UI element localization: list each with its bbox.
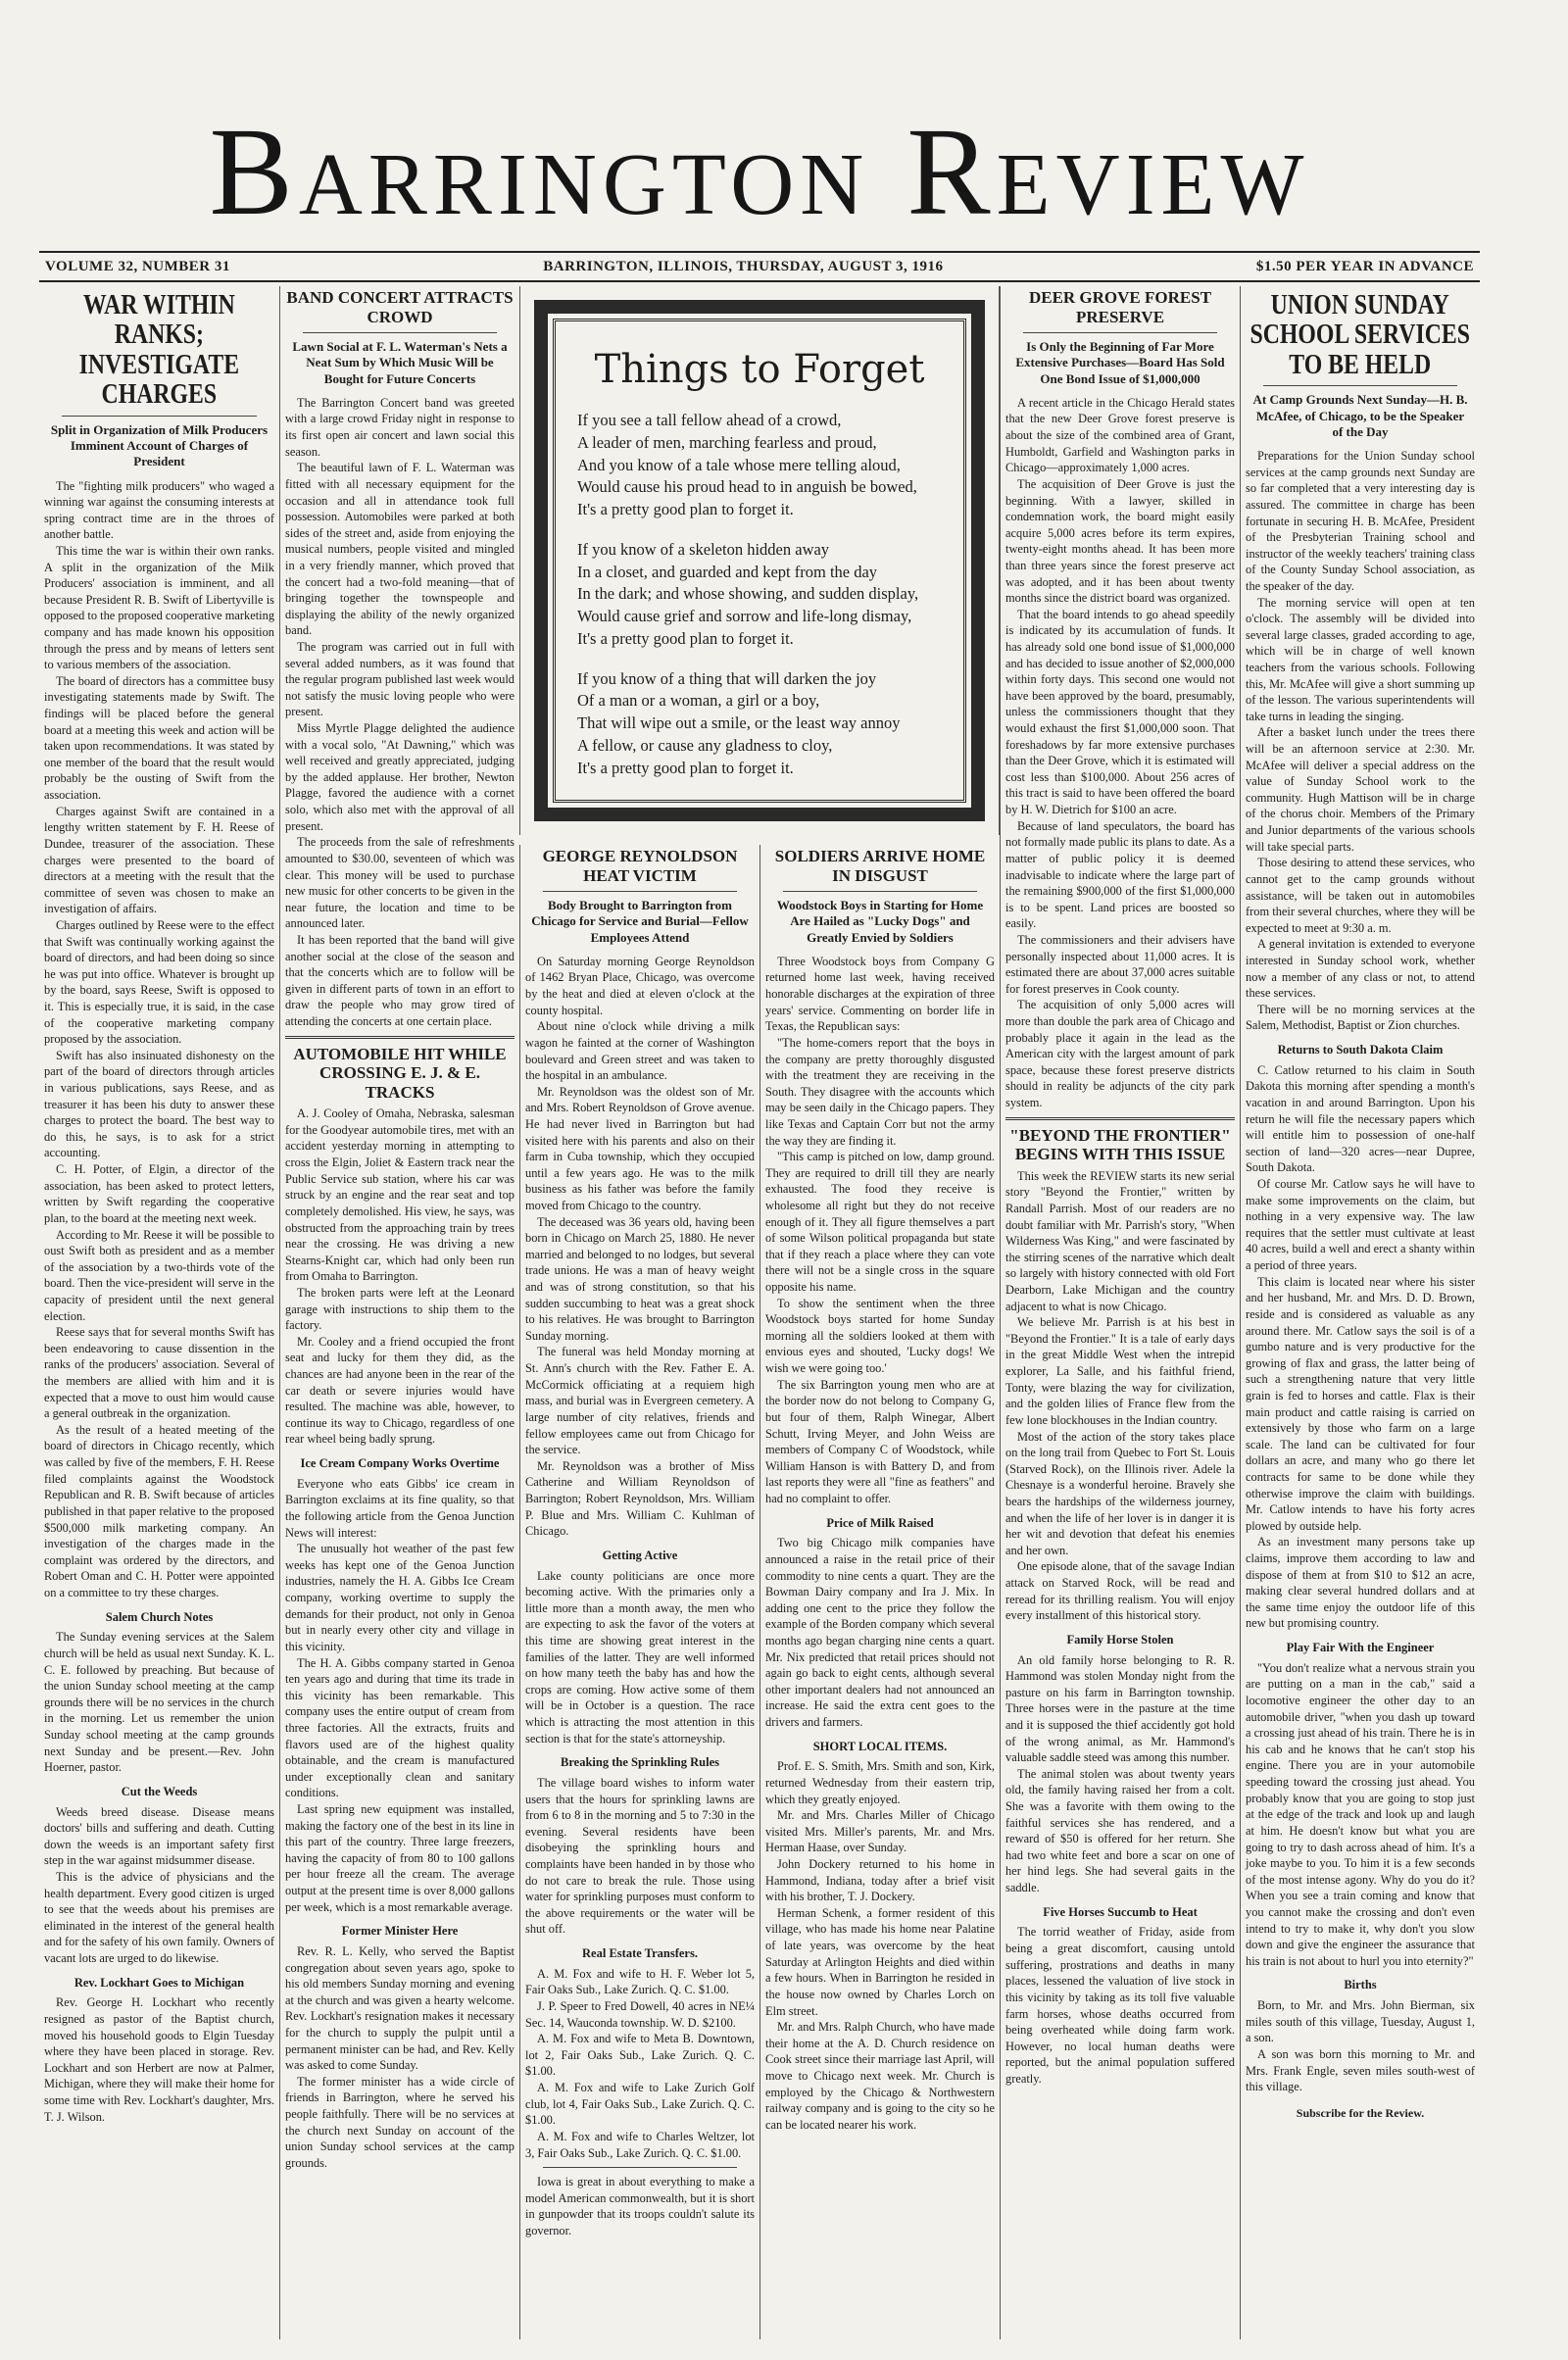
poem-border-frame (534, 300, 985, 821)
paragraph: Reese says that for several months Swift has been endeavoring to cause dissention in the ranks of the producers' association. Several of the members are allied with him and it is expected that a move to oust him would cause a general outbreak in the organization. (44, 1325, 274, 1421)
article-body-lockhart (44, 1994, 274, 2125)
poem-line: Would cause his proud head to in anguish be bowed, (577, 477, 917, 497)
article-body-deergrove (1005, 395, 1235, 1111)
paragraph: An old family horse belonging to R. R. Hammond was stolen Monday night from the pasture on his farm in Barrington township. Three horses were in the pasture at the time and it is supposed the thief accidently got hold of the wrong animal, as Mr. Hammond's valuable saddle steed was among this number. (1005, 1652, 1235, 1765)
masthead (39, 98, 1480, 245)
paragraph: A. M. Fox and wife to H. F. Weber lot 5, Fair Oaks Sub., Lake Zurich. Q. C. $1.00. (525, 1966, 755, 1997)
article-body-soldiers (765, 954, 995, 1507)
paragraph: The animal stolen was about twenty years old, the family having raised her from a colt. She was a favorite with them owing to the faithful services she has rendered, and a reward of $50 is offered for her return. She had two white feet and bore a scar on one of her hind legs. She had several gaits in the saddle. (1005, 1766, 1235, 1895)
headline-automobile-hit: AUTOMOBILE HIT WHILE CROSSING E. J. & E. TRACKS (293, 1044, 507, 1102)
poem-line: And you know of a tale whose mere telling aloud, (577, 455, 901, 474)
paragraph: Everyone who eats Gibbs' ice cream in Barrington exclaims at its fine quality, so that the following article from the Genoa Junction News will interest: (285, 1476, 514, 1540)
poem-line: Would cause grief and sorrow and life-long dismay, (577, 607, 912, 626)
poem-line: It's a pretty good plan to forget it. (577, 628, 794, 648)
article-body-reynoldson (525, 954, 755, 1540)
headline-engineer: Play Fair With the Engineer (1286, 1641, 1435, 1655)
dateline (39, 251, 1480, 282)
paragraph: The commissioners and their advisers have personally inspected about 11,000 acres. It is estimated there are about 37,000 acres suitable for forest preserves in Cook county. (1005, 932, 1235, 996)
paragraph: Mr. and Mrs. Charles Miller of Chicago visited Mrs. Miller's parents, Mr. and Mrs. Herman Haase, over Sunday. (765, 1808, 995, 1855)
paragraph: Mr. and Mrs. Ralph Church, who have made their home at the A. D. Church residence on Cook street since their marriage last April, will move to Chicago next week. Mr. Church is employed by the Chicago & Northwestern railway company and is going to the city so he can be located nearer his work. (765, 2020, 995, 2132)
paragraph: Mr. Reynoldson was the oldest son of Mr. and Mrs. Robert Reynoldson of Grove avenue. He had never lived in Barrington but had visited here with his parents and also on their farm in Cuba township, which they occupied until a few years ago. He was to the milk business as his father was before the family moved from Chicago to the country. (525, 1084, 755, 1212)
poem-box (519, 286, 1000, 835)
article-body-fivehorses (1005, 1924, 1235, 2087)
column-3 (519, 845, 760, 2339)
paragraph: The acquisition of Deer Grove is just the beginning. With a lawyer, skilled in condemnation work, the board might easily acquire 5,000 acres before its term expires, twenty-eight months ahead. It has been more than three years since the forest preserve act was adopted, and it has been about twenty months since the district board was organized. (1005, 476, 1235, 606)
poem-line: Of a man or a woman, a girl or a boy, (577, 691, 820, 711)
poem-stanzas (577, 410, 942, 779)
column-6 (1240, 286, 1480, 2339)
paragraph: Miss Myrtle Plagge delighted the audience with a vocal solo, "At Dawning," which was well received and greatly appreciated, judging by the added applause. Her brother, Newton Plagge, favored the audience with a cornet solo, which also met with the approval of all present. (285, 721, 514, 833)
paragraph: This week the REVIEW starts its new serial story "Beyond the Frontier," written by Randall Parrish. Most of our readers are no doubt familiar with Mr. Parrish's story, "When Wilderness Was King," and were fascinated by the stirring scenes of the narrative which dealt so largely with history connected with old Fort Dearborn, Lake Michigan and the country adjacent to what is now Chicago. (1005, 1168, 1235, 1313)
poem-stanza (577, 539, 942, 651)
headline-union-sunday-school: UNION SUNDAY SCHOOL SERVICES TO BE HELD (1250, 289, 1471, 380)
article-body-politics (525, 1568, 755, 1747)
poem-line: In the dark; and whose showing, and sudden display, (577, 584, 919, 604)
paragraph: Rev. George H. Lockhart who recently resigned as pastor of the Baptist church, moved his household goods to Elgin Tuesday where they have been placed in storage. Rev. Lockhart and son Herbert are now at Palmer, Michigan, where they will make their home for some time with Rev. Lockhart's daughter, Mrs. T. J. Wilson. (44, 1995, 274, 2124)
paragraph: There will be no morning services at the Salem, Methodist, Baptist or Zion churches. (1246, 1002, 1475, 1033)
article-body-milkprice (765, 1535, 995, 1730)
article-body-sprinkling (525, 1775, 755, 1938)
paragraph: Prof. E. S. Smith, Mrs. Smith and son, Kirk, returned Wednesday from their eastern trip, which they greatly enjoyed. (765, 1759, 995, 1806)
paragraph: This is the advice of physicians and the health department. Every good citizen is urged to see that the weeds about his premises are eliminated in the interest of the general health and for the safety of his own family. Owners of vacant lots are urged to do likewise. (44, 1869, 274, 1966)
volume-number: VOLUME 32, NUMBER 31 (45, 258, 230, 274)
article-body-auto (285, 1106, 514, 1448)
paragraph: The torrid weather of Friday, aside from being a great discomfort, causing untold suffering, prostrations and deaths in many places, lessened the valuation of live stock in this vicinity by taking as its toll five valuable farm horses, whose deaths occurred from being overheated while doing farm work. However, no local human deaths were reported, but the animal population suffered greatly. (1005, 1925, 1235, 2086)
headline-deer-grove: DEER GROVE FOREST PRESERVE (1028, 288, 1212, 326)
headline-beyond-frontier: "BEYOND THE FRONTIER" BEGINS WITH THIS ISSUE (1009, 1125, 1231, 1164)
headline-family-horse: Family Horse Stolen (1066, 1632, 1174, 1647)
paragraph: We believe Mr. Parrish is at his best in "Beyond the Frontier." It is a tale of early days in the great Middle West when the intrepid explorer, La Salle, and his faithful friend, Tonty, were blazing the way for civilization, and the golden lilies of France flew from the few lone blockhouses in the Indian country. (1005, 1315, 1235, 1427)
article-body-frontier (1005, 1168, 1235, 1624)
paragraph: C. H. Potter, of Elgin, a director of the association, has been asked to protect letters, written by Swift regarding the cooperative plan, to the board at the meeting next week. (44, 1162, 274, 1225)
article-body-realestate (525, 1966, 755, 2161)
article-body-icecream (285, 1476, 514, 1915)
headline-salem-church: Salem Church Notes (105, 1609, 214, 1624)
paragraph: "The home-comers report that the boys in the company are pretty thoroughly disgusted with the treatment they are receiving in the South. They disagree with the accounts which may be seen daily in the Chicago papers. They like Texas and Captain Corr but not the army the way they are finding it. (765, 1035, 995, 1148)
article-body-dakota (1246, 1062, 1475, 1632)
poem-line: That will wipe out a smile, or the least way annoy (577, 713, 901, 733)
paragraph: The acquisition of only 5,000 acres will more than double the park area of Chicago and probably place it again in the lead as the American city with the largest amount of park space, because these forest preserve districts should in reality be adjuncts of the city park system. (1005, 998, 1235, 1110)
subscribe-notice: Subscribe for the Review. (1296, 2105, 1425, 2120)
paragraph: Two big Chicago milk companies have announced a raise in the retail price of their commodity to nine cents a quart. They are the Bowman Dairy company and Ira J. Mix. In adding one cent to the price they follow the example of the Borden company which several months ago began charging nine cents a quart. Mr. Nix predicted that retail prices should not again go back to eight cents, although several other important dealers had not announced an increase. He said the extra cent goes to the drivers and farmers. (765, 1536, 995, 1730)
headline-former-minister: Former Minister Here (341, 1924, 459, 1939)
paragraph: Charges against Swift are contained in a lengthy written statement by F. H. Reese of Dundee, treasurer of the association. These charges were presented to the board of directors at a meeting with the result that the committee of seven was chosen to make an investigation of affairs. (44, 804, 274, 916)
paragraph: Swift has also insinuated dishonesty on the part of the board of directors through articles in various publications, says Reese, and as treasurer it has been his duty to answer these charges to protect the board. The best way to do this, he says, is to ask for a strict accounting. (44, 1048, 274, 1160)
poem-line: It's a pretty good plan to forget it. (577, 758, 794, 777)
article-body-iowa (525, 2174, 755, 2238)
article-body-short (765, 1758, 995, 2133)
column-2 (279, 286, 519, 2339)
paragraph: Herman Schenk, a former resident of this village, who has made his home near Palatine of late years, was overcome by the heat Saturday at Arlington Heights and died within a few hours. When in Barrington he resided in the house now owned by Charles Lorch on Elm street. (765, 1905, 995, 2018)
headline-lockhart: Rev. Lockhart Goes to Michigan (74, 1975, 245, 1990)
paragraph: The funeral was held Monday morning at St. Ann's church with the Rev. Father E. A. McCormick officiating at a requiem high mass, and burial was in Evergreen cemetery. A large number of city relatives, friends and fellow employees came out from Chicago for the service. (525, 1345, 755, 1457)
place-date: BARRINGTON, ILLINOIS, THURSDAY, AUGUST 3, 1916 (543, 258, 944, 274)
paragraph: The proceeds from the sale of refreshments amounted to $30.00, seventeen of which was clear. This money will be used to purchase new music for other concerts to be given in the near future, the location and time to be announced later. (285, 835, 514, 931)
headline-getting-active: Getting Active (602, 1548, 678, 1562)
paragraph: Of course Mr. Catlow says he will have to make some improvements on the claim, but nothing in a very expensive way. The law requires that the settler must cultivate at least 40 acres, build a well and erect a shanty within a period of three years. (1246, 1177, 1475, 1273)
subhead-reynoldson: Body Brought to Barrington from Chicago for Service and Burial—Fellow Employees Attend (531, 898, 749, 945)
paragraph: That the board intends to go ahead speedily is indicated by its accumulation of funds. It has already sold one bond issue of $1,000,000 and has decided to issue another of $2,000,000 within forty days. This second one would not have been approved by the board, presumably, unless the commissioners thought that they would exhaust the first $1,000,000 soon. That foreshadows by far more extensive purchases than the Deer Grove, which it is estimated will cost less than $100,000. About 256 acres of this tract is said to have been offered the board by H. W. Dietrich for $100 an acre. (1005, 607, 1235, 817)
paragraph: J. P. Speer to Fred Dowell, 40 acres in NE¼ Sec. 14, Wauconda township. W. D. $2100. (525, 1999, 755, 2030)
paragraph: The unusually hot weather of the past few weeks has kept one of the Genoa Junction industries, namely the H. A. Gibbs Ice Cream company, working overtime to supply the demands for their product, not only in Genoa but in nearly every other city and village in this vicinity. (285, 1542, 514, 1653)
headline-south-dakota: Returns to South Dakota Claim (1277, 1043, 1444, 1057)
paragraph: C. Catlow returned to his claim in South Dakota this morning after spending a month's vacation in and around Barrington. Upon his return he will file the necessary papers which will entitle him to possession of one-half section of land—320 acres—near Dupree, South Dakota. (1246, 1062, 1475, 1175)
poem-line: In a closet, and guarded and kept from the day (577, 562, 878, 581)
article-body-births (1246, 1997, 1475, 2095)
paragraph: The "fighting milk producers" who waged a winning war against the consuming interests at spring contract time are in the throes of another battle. (44, 478, 274, 542)
headline-five-horses: Five Horses Succumb to Heat (1043, 1904, 1198, 1919)
article-body-engineer (1246, 1660, 1475, 1970)
article-body-war (44, 478, 274, 1601)
paragraph: The village board wishes to inform water users that the hours for sprinkling lawns are from 6 to 8 in the morning and 5 to 7:30 in the evening. Several residents have been disobeying the sprinkling hours and complaints have been handed in by those who do not care to break the rule. Those using water for sprinkling purposes must conform to the above requirements or the water will be shut off. (525, 1775, 755, 1937)
paragraph: One episode alone, that of the savage Indian attack on Starved Rock, will be read and reread for its thrilling realism. You will enjoy every installment of this historical story. (1005, 1559, 1235, 1623)
paragraph: The morning service will open at ten o'clock. The assembly will be divided into several large classes, graded according to age, which will be in charge of well known teachers from the various schools. Following this, Mr. McAfee will give a short summing up of the lesson. The various superintendents will take turns in leading the singing. (1246, 595, 1475, 723)
paragraph: The Barrington Concert band was greeted with a large crowd Friday night in response to its first open air concert and lawn social this season. (285, 395, 514, 459)
paragraph: Lake county politicians are once more becoming active. With the primaries only a little more than a month away, the men who are expecting to ask the favor of the voters at this time are showing great interest in the families of the latter. They are well informed on how many teeth the baby has and how the crops are coming. How active some of them will be in October is a question. The race which is attracting the most attention in this section is that for the state's attorneyship. (525, 1568, 755, 1745)
subhead-band-concert: Lawn Social at F. L. Waterman's Nets a Neat Sum by Which Music Will be Bought for Future Concerts (292, 339, 508, 386)
paragraph: About nine o'clock while driving a milk wagon he fainted at the corner of Washington boulevard and Green street and was taken to the hospital in an ambulance. (525, 1019, 755, 1083)
paragraph: "You don't realize what a nervous strain you are putting on a man in the cab," said a locomotive engineer the other day to an automobile driver, "when you dash up toward a crossing just ahead of his train. There he is in his cab and he knows that he can't stop his engine. There you are in your automobile speeding toward the crossing just ahead. You probably know that you are going to stop just at the edge of the track and look up and laugh at him. He doesn't know but what you are going to try to dash across ahead of him. It's a joke maybe to you. To him it is a few seconds of the most intense agony. Why do you do it? When you see a train coming and know that you cannot make the crossing and don't even intend to try to make it, why don't you slow down and give the engineer the assurance that his train is not about to hurl you into eternity?" (1246, 1660, 1475, 1968)
headline-real-estate: Real Estate Transfers. (582, 1946, 698, 1961)
paragraph: A. M. Fox and wife to Meta B. Downtown, lot 2, Fair Oaks Sub., Lake Zurich. Q. C. $1.00. (525, 2032, 755, 2079)
subhead-war-within-ranks: Split in Organization of Milk Producers Imminent Account of Charges of President (50, 421, 269, 469)
paragraph: Most of the action of the story takes place on the long trail from Quebec to Fort St. Louis (Starved Rock), on the Illinois river. Adele la Chesnaye is a wonderful heroine. Bravely she bears the hardships of the wilderness journey, and when the life of her lover is in danger it is her wit and devotion that defeat his enemies and her own. (1005, 1429, 1235, 1557)
column-1 (39, 286, 279, 2339)
headline-milk-price: Price of Milk Raised (826, 1515, 934, 1530)
paragraph: Rev. R. L. Kelly, who served the Baptist congregation about seven years ago, spoke to his old members Sunday morning and evening at the church and was given a hearty welcome. Rev. Lockhart's resignation makes it necessary for the church to supply the pulpit until a permanent minister can be had, and Rev. Kelly was asked to come Sunday. (285, 1944, 514, 2073)
article-body-minister (285, 1943, 514, 2172)
article-body-salem (44, 1629, 274, 1775)
subhead-soldiers: Woodstock Boys in Starting for Home Are Hailed as "Lucky Dogs" and Greatly Envied by Soldiers (776, 898, 984, 945)
paragraph: Charges outlined by Reese were to the effect that Swift was continually working against the board of directors, and had been doing so since he was put into office. Whatever is brought up by the board, says Reese, Swift is opposed to it. This is especially true, it is said, in the case of the cooperative marketing company proposed by the association. (44, 917, 274, 1047)
paragraph: The broken parts were left at the Leonard garage with instructions to ship them to the factory. (285, 1285, 514, 1333)
headline-ice-cream: Ice Cream Company Works Overtime (300, 1456, 500, 1471)
subhead-deer-grove: Is Only the Beginning of Far More Extensive Purchases—Board Has Sold One Bond Issue of $1,000,000 (1015, 339, 1225, 386)
paragraph: A. J. Cooley of Omaha, Nebraska, salesman for the Goodyear automobile tires, met with an accident yesterday morning in attempting to cross the Elgin, Joliet & Eastern track near the Public Service sub station, where his car was struck by an engine and the rear seat and top completely demolished. His view, he says, was obstructed from the approaching train by trees near the crossing. He was driving a new Stearns-Knight car, which had only been run from Omaha to Barrington. (285, 1106, 514, 1284)
paragraph: The Sunday evening services at the Salem church will be held as usual next Sunday. K. L. C. E. followed by preaching. But because of the union Sunday school meeting at the camp grounds there will be no services in the church in the morning. Let us remember the union Sunday school meeting at the camp grounds next Sunday and be present.—Rev. John Hoerner, pastor. (44, 1630, 274, 1775)
paragraph: According to Mr. Reese it will be possible to oust Swift both as president and as a member of the association by a two-thirds vote of the board. Then the vice-president will serve in the capacity of president until the next general election. (44, 1227, 274, 1323)
paragraph: The former minister has a wide circle of friends in Barrington, where he served his people faithfully. There will be no services at the church next Sunday on account of the union Sunday school services at the camp grounds. (285, 2074, 514, 2170)
paragraph: The program was carried out in full with several added numbers, as it was found that the regular program published last week would not satisfy the music loving people who were present. (285, 639, 514, 719)
subscription-price: $1.50 PER YEAR IN ADVANCE (1255, 258, 1474, 274)
paragraph: To show the sentiment when the three Woodstock boys started for home Sunday morning all the soldiers looked at them with envious eyes and shouted, 'Lucky dogs! We wish we were going too.' (765, 1296, 995, 1376)
poem-line: If you see a tall fellow ahead of a crowd, (577, 411, 842, 429)
column-5 (1000, 286, 1240, 2339)
headline-band-concert: BAND CONCERT ATTRACTS CROWD (286, 288, 514, 326)
headline-cut-weeds: Cut the Weeds (121, 1784, 198, 1798)
poem-stanza (577, 668, 942, 780)
paragraph: The deceased was 36 years old, having been born in Chicago on March 25, 1880. He never married and belonged to no lodges, but several trade unions. He was a man of heavy weight and was of strong constitution, so that his sudden succumbing to heat was a great shock to his relatives. He was brought to Barrington Sunday morning. (525, 1214, 755, 1343)
paragraph: Mr. Reynoldson was a brother of Miss Catherine and William Reynoldson of Barrington; Robert Reynoldson, Mrs. William P. Blue and Mrs. William C. Kuhlman of Chicago. (525, 1458, 755, 1539)
article-body-horse (1005, 1652, 1235, 1896)
headline-births: Births (1344, 1978, 1377, 1992)
poem-line: If you know of a skeleton hidden away (577, 539, 830, 559)
headline-sprinkling: Breaking the Sprinkling Rules (561, 1755, 719, 1770)
paragraph: John Dockery returned to his home in Hammond, Indiana, today after a brief visit with his brother, T. J. Dockery. (765, 1857, 995, 1904)
headline-short-local: SHORT LOCAL ITEMS. (812, 1739, 948, 1753)
paragraph: As the result of a heated meeting of the board of directors in Chicago recently, which was called by five of the members, F. H. Reese filed complaints against the Woodstock Republican and R. B. Swift because of articles published in that paper relative to the proposed $500,000 milk marketing company. An investigation of the charges made in the complaint was ordered by the directors, and Robert Oman and C. H. Potter were appointed on a committee to try these charges. (44, 1422, 274, 1599)
paragraph: Iowa is great in about everything to make a model American commonwealth, but it is short in gunpowder that its troops couldn't salute its governor. (525, 2175, 755, 2237)
paragraph: Mr. Cooley and a friend occupied the front seat and lucky for them they did, as the chances are had anyone been in the rear of the car death or severe injuries would have resulted. The machine was able, however, to continue its way to Chicago, regardless of one rear wheel being badly sprung. (285, 1334, 514, 1447)
article-body-union (1246, 448, 1475, 1034)
masthead-title: Barrington Review (209, 102, 1310, 241)
paragraph: This time the war is within their own ranks. A split in the organization of the Milk Producers' association is imminent, and all because President R. B. Swift of Libertyville is opposed to the proposed cooperative marketing company and has made known his opposition through the press and by means of letters sent to various members of the association. (44, 543, 275, 672)
poem-stanza (577, 410, 942, 521)
paragraph: Weeds breed disease. Disease means doctors' bills and suffering and death. Cutting down the weeds is an important safety first step in the war against midsummer disease. (44, 1804, 274, 1868)
article-body-weeds (44, 1804, 274, 1967)
subhead-union-sunday-school: At Camp Grounds Next Sunday—H. B. McAfee, of Chicago, to be the Speaker of the Day (1252, 392, 1468, 439)
poem-line: It's a pretty good plan to forget it. (577, 500, 794, 519)
paragraph: Three Woodstock boys from Company G returned home last week, having received honorable discharges at the expiration of three years' service. Commenting on border life in Texas, the Republican says: (765, 954, 995, 1034)
paragraph: As an investment many persons take up claims, improve them according to law and dispose of them at from $10 to $12 an acre, making clear several hundred dollars and at the same time enjoy the outdoor life of this new but promising country. (1246, 1535, 1475, 1631)
paragraph: A general invitation is extended to everyone interested in Sunday school work, whether now a member of any class or not, to attend these services. (1246, 937, 1475, 1001)
newspaper-page (39, 39, 1480, 2347)
paragraph: On Saturday morning George Reynoldson of 1462 Bryan Place, Chicago, was overcome by the heat and died at eleven o'clock at the county hospital. (525, 954, 755, 1017)
headline-soldiers: SOLDIERS ARRIVE HOME IN DISGUST (774, 847, 986, 885)
paragraph: Preparations for the Union Sunday school services at the camp grounds next Sunday are so far completed that a very interesting day is assured. The committee in charge has been fortunate in securing H. B. McAfee, President of the Presbyterian Training school and instructor of the weekly teachers' training class of the County Sunday School association, as the speaker of the day. (1246, 449, 1475, 593)
headline-war-within-ranks: WAR WITHIN RANKS; INVESTIGATE CHARGES (78, 289, 240, 411)
poem-line: A fellow, or cause any gladness to cloy, (577, 735, 833, 755)
paragraph: Those desiring to attend these services, who cannot get to the camp grounds without assistance, will be taken out in automobiles from their several churches, where they will be expected to meet at 9:30 a. m. (1246, 856, 1475, 935)
poem-title: Things to Forget (594, 347, 925, 392)
paragraph: Last spring new equipment was installed, making the factory one of the best in its line in this part of the country. Three large freezers, having the capacity of from 80 to 100 gallons per hour freeze all the cream. The average output at the present time is over 8,000 gallons per week, which is a most remarkable average. (285, 1801, 514, 1914)
column-4 (760, 845, 1000, 2339)
paragraph: Born, to Mr. and Mrs. John Bierman, six miles south of this village, Tuesday, August 1, a son. (1246, 1998, 1475, 2045)
paragraph: A. M. Fox and wife to Charles Weltzer, lot 3, Fair Oaks Sub., Lake Zurich. Q. C. $1.00. (525, 2129, 755, 2160)
paragraph: It has been reported that the band will give another social at the close of the season and that the concerts which are to follow will be given in different parts of town in an effort to draw the people who may grow tired of attending the concerts at one certain place. (285, 932, 514, 1028)
headline-reynoldson: GEORGE REYNOLDSON HEAT VICTIM (542, 847, 738, 885)
paragraph: A son was born this morning to Mr. and Mrs. Frank Engle, seven miles south-west of this village. (1246, 2046, 1475, 2094)
paragraph: A recent article in the Chicago Herald states that the new Deer Grove forest preserve is about the size of the combined area of Grant, Humboldt, Garfield and Washington parks in Chicago—approximately 1,000 acres. (1005, 395, 1235, 475)
paragraph: This claim is located near where his sister and her husband, Mr. and Mrs. D. D. Brown, reside and is considered as valuable as any around there. Mr. Catlow says the soil is of a gumbo nature and is very productive for the growing of flax and grass, the latter being of such a strengthening nature that very little grain is fed to horses and cattle. Flax is their main product and cattle raising is carried on extensively by those who farm on a large scale. The land can be cultivated for four dollars an acre, and many who go there let contracts for same to be done while they otherwise improve the claim with buildings. Mr. Catlow intends to have his forty acres plowed by outside help. (1246, 1274, 1475, 1533)
poem-line: If you know of a thing that will darken the joy (577, 668, 877, 688)
paragraph: Because of land speculators, the board has not formally made public its plans to date. As a matter of public policy it is deemed inadvisable to indicate where the large part of the remaining $900,000 of the first $1,000,000 is to be spent. Land prices are boosted so easily. (1005, 818, 1235, 931)
paragraph: The six Barrington young men who are at the border now do not belong to Company G, but four of them, Ralph Winegar, Albert Schutt, Irving Meyer, and John Weiss are members of Company C of Woodstock, while William Hanson is with Battery D, and from last reports they were all "fine as feathers" and had no complaint to offer. (765, 1377, 995, 1505)
paragraph: "This camp is pitched on low, damp ground. They are required to drill till they are nearly exhausted. The food they receive is wholesome all right but they do not receive enough of it. They all figure themselves a part of some Wilson political propaganda but state that if they reach a place where they can vote there will not be a single cross in the square opposite his name. (765, 1150, 995, 1295)
paragraph: After a basket lunch under the trees there will be an afternoon service at 2:30. Mr. McAfee will deliver a special address on the value of Sunday School work to the community. Hugh Mattison will be in charge of the chorus choir. Members of the Primary and Junior departments of the various schools will take special parts. (1246, 725, 1475, 854)
paragraph: A. M. Fox and wife to Lake Zurich Golf club, lot 4, Fair Oaks Sub., Lake Zurich. Q. C. $1.00. (525, 2081, 755, 2128)
paragraph: The H. A. Gibbs company started in Genoa ten years ago and during that time its trade in this vicinity has been remarkable. This company uses the entire output of cream from three factories. All the extracts, fruits and flavors used are of the highest quality obtainable, and the cream is manufactured under exceptionally clean and sanitary conditions. (285, 1655, 514, 1800)
paragraph: The board of directors has a committee busy investigating statements made by Swift. The findings will be placed before the general board at a meeting this week and action will be taken upon recommendations. It was stated by one member of the board that the result would probably be the ousting of Swift from the association. (44, 673, 274, 803)
article-body-band (285, 395, 514, 1030)
paragraph: The beautiful lawn of F. L. Waterman was fitted with all necessary equipment for the occasion and all in attendance took full possession. Automobiles were parked at both sides of the street and, aside from enjoying the musical numbers, people visited and mingled in a very friendly manner, which proved that the concert had a two-fold meaning—that of bringing together the townspeople and displaying the ability of the newly organized band. (285, 461, 514, 638)
poem-line: A leader of men, marching fearless and proud, (577, 432, 877, 452)
